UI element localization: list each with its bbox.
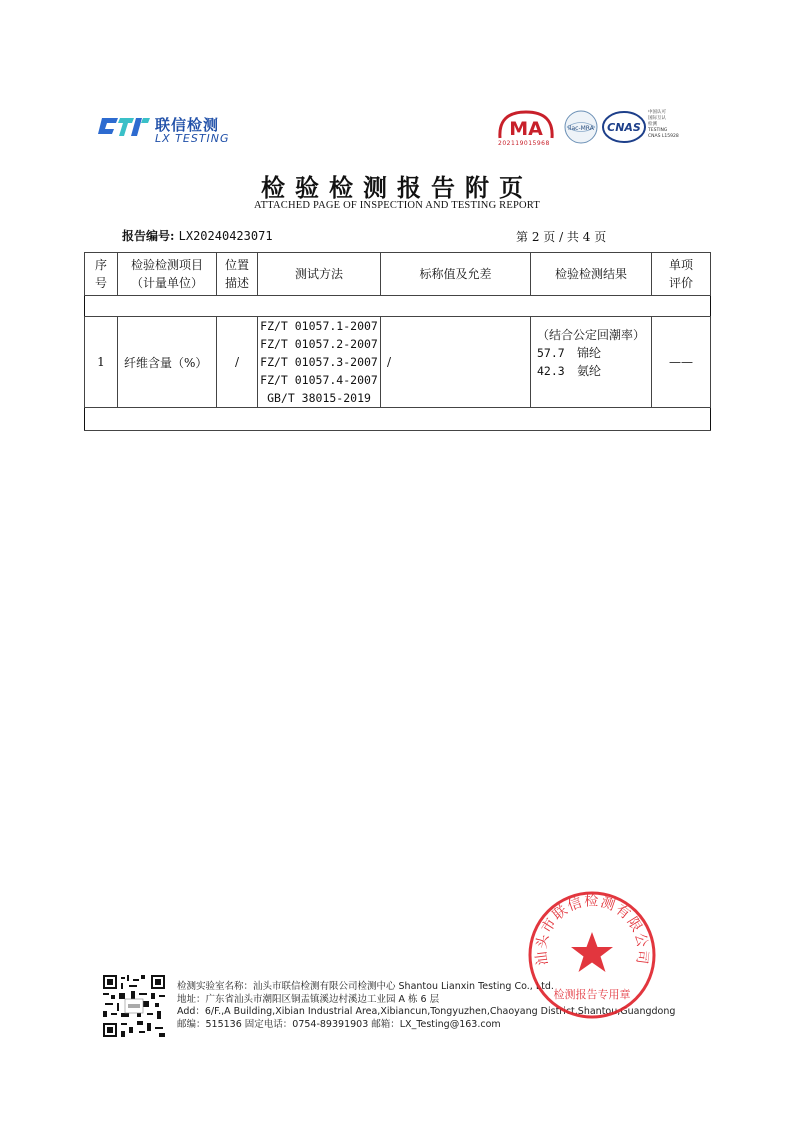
cma-number: 202119015968 bbox=[498, 140, 550, 147]
result-note: （结合公定回潮率） bbox=[537, 328, 646, 342]
method-line: FZ/T 01057.3-2007 bbox=[260, 355, 378, 369]
company-logo bbox=[98, 110, 258, 146]
footer-address-en: Add：6/F.,A Building,Xibian Industrial Area,Xibiancun,Tongyuzhen,Chaoyang District,Shantou,Guangdong bbox=[177, 1006, 676, 1017]
seal-ring-text: 汕头市联信检测有限公司 bbox=[533, 893, 651, 967]
logo-english-name: LX TESTING bbox=[155, 132, 230, 145]
ilac-mra-icon bbox=[564, 110, 598, 144]
certification-marks bbox=[496, 108, 696, 152]
table-spacer-row bbox=[85, 296, 711, 317]
report-number-label: 报告编号: bbox=[122, 229, 175, 243]
table-row bbox=[85, 317, 711, 408]
cell-item: 纤维含量（%） bbox=[118, 317, 217, 408]
header-seq: 序 号 bbox=[85, 253, 118, 296]
footer-lab-name: 检测实验室名称：汕头市联信检测有限公司检测中心 Shantou Lianxin Testing Co., Ltd. bbox=[177, 981, 554, 992]
cell-standard: / bbox=[381, 317, 531, 408]
cell-position: / bbox=[217, 317, 258, 408]
header-item: 检验检测项目 （计量单位） bbox=[118, 253, 217, 296]
svg-text:ilac-MRA: ilac-MRA bbox=[568, 125, 594, 132]
header-result: 检验检测结果 bbox=[531, 253, 652, 296]
result-line: 42.3 氨纶 bbox=[537, 364, 602, 378]
header-position: 位置 描述 bbox=[217, 253, 258, 296]
method-line: FZ/T 01057.2-2007 bbox=[260, 337, 378, 351]
page-indicator: 第 2 页 / 共 4 页 bbox=[516, 230, 607, 244]
report-title: 检验检测报告附页 bbox=[261, 173, 533, 202]
cnas-icon bbox=[602, 110, 646, 144]
lti-logo-icon bbox=[98, 114, 152, 140]
cell-methods bbox=[258, 317, 381, 408]
cell-evaluation: —— bbox=[652, 317, 711, 408]
report-number-value: LX20240423071 bbox=[178, 229, 273, 243]
logo-chinese-name: 联信检测 bbox=[155, 116, 220, 134]
table-header-row bbox=[85, 253, 711, 296]
official-seal-icon bbox=[527, 890, 657, 1020]
cell-result bbox=[531, 317, 652, 408]
cell-seq: 1 bbox=[85, 317, 118, 408]
method-line: FZ/T 01057.1-2007 bbox=[260, 319, 378, 333]
table-blank-row bbox=[85, 408, 711, 431]
qr-code-icon bbox=[103, 975, 165, 1037]
header-evaluation: 单项 评价 bbox=[652, 253, 711, 296]
method-line: FZ/T 01057.4-2007 bbox=[260, 373, 378, 387]
results-table bbox=[84, 252, 711, 431]
report-number bbox=[122, 227, 273, 244]
svg-text:MA: MA bbox=[509, 118, 543, 140]
header-standard: 标称值及允差 bbox=[381, 253, 531, 296]
result-line: 57.7 锦纶 bbox=[537, 346, 602, 360]
method-line: GB/T 38015-2019 bbox=[267, 391, 371, 405]
header-method: 测试方法 bbox=[258, 253, 381, 296]
cma-icon bbox=[496, 108, 556, 142]
footer-address-cn: 地址：广东省汕头市潮阳区铜盂镇溪边村溪边工业园 A 栋 6 层 bbox=[177, 993, 440, 1005]
cnas-accreditation-text: 中国认可 国际互认 检测 TESTING CNAS L15928 bbox=[648, 110, 679, 139]
report-title-english: ATTACHED PAGE OF INSPECTION AND TESTING REPORT bbox=[254, 200, 540, 211]
seal-bottom-text: 检测报告专用章 bbox=[553, 988, 631, 1001]
footer-contact: 邮编：515136 固定电话：0754-89391903 邮箱：LX_Testing@163.com bbox=[177, 1018, 501, 1030]
svg-text:CNAS: CNAS bbox=[607, 121, 641, 134]
